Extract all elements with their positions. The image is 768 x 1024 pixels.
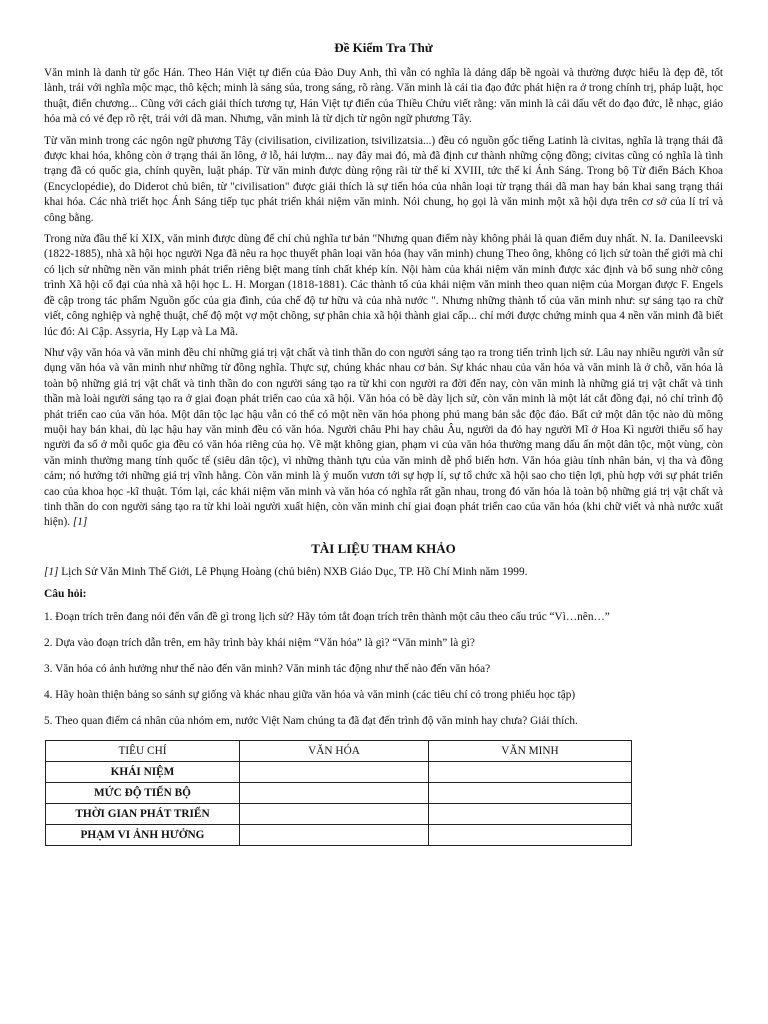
table-row-label: MỨC ĐỘ TIẾN BỘ (46, 782, 240, 803)
document-title: Đề Kiểm Tra Thử (334, 40, 433, 55)
question-2: 2. Dựa vào đoạn trích dẫn trên, em hãy trình bày khái niệm “Văn hóa” là gì? “Văn minh” là gì? (44, 636, 475, 649)
questions-label: Câu hỏi: (44, 587, 87, 600)
table-header-culture: VĂN HÓA (240, 740, 429, 761)
question-3: 3. Văn hóa có ảnh hưởng như thế nào đến văn minh? Văn minh tác động như thế nào đến văn hóa? (44, 662, 491, 675)
table-cell-empty[interactable] (429, 761, 632, 782)
paragraph-4-text: Như vậy văn hóa và văn minh đều chỉ những giá trị vật chất và tinh thần do con người sáng tạo ra trong tiến trình lịch sử. Lâu nay nhiều người vẫn sử dụng văn hóa và văn minh như những từ đồng nghĩa. Thực sự, chúng khác nhau cơ bản. Sự khác nhau của văn hóa và văn minh là ở chỗ, văn hóa là toàn bộ những giá trị vật chất và tinh thần do con người sáng tạo ra từ khi con người ra đời đến nay, còn văn minh là những giá trị vật chất và tinh thần mà loài người sáng tạo ra ở giai đoạn phát triển cao của xã hội. Văn hóa có bề dày lịch sử, còn văn minh là một lát cắt đồng đại, nó chỉ trình độ phát triển cao của văn hóa. Một dân tộc lạc hậu vẫn có thể có một nền văn hóa phong phú mang bản sắc độc đáo. Bất cứ một dân tộc nào dù mông muội hay bán khai, dù lạc hậu hay văn minh đều có văn hóa. Người châu Phi hay châu Âu, người da đỏ hay người Mĩ ở Hoa Kì người thiểu số hay người đa số ở mỗi quốc gia đều có văn hóa riêng của họ. Về mặt không gian, phạm vi của văn hóa thường mang dấu ấn một dân tộc, một vùng, còn văn minh thường mang tính quốc tế (siêu dân tộc), vì những thành tựu của văn minh dễ phổ biến hơn. Văn hóa giàu tính nhân bản, vị tha và đồng cảm; nó hướng tới những giá trị vĩnh hằng. Còn văn minh là ý muốn vươn tới sự hợp lí, sự tổ chức xã hội sao cho tiện lợi, phù hợp với sự phát triển cao của khoa học -kĩ thuật. Tóm lại, các khái niệm văn minh và văn hóa có nghĩa rất gần nhau, trong đó văn hóa là toàn bộ những giá trị vật chất và tinh thần do con người sáng tạo ra từ khi loài người xuất hiện, còn văn minh chỉ giai đoạn phát triển cao của văn hóa (khi chữ viết và nhà nước xuất hiện). (44, 346, 723, 529)
table-cell-empty[interactable] (429, 824, 632, 845)
table-row (46, 824, 632, 845)
table-cell-empty[interactable] (240, 824, 429, 845)
table-header-row (46, 740, 632, 761)
table-cell-empty[interactable] (240, 761, 429, 782)
table-row (46, 803, 632, 824)
question-1: 1. Đoạn trích trên đang nói đến vấn đề gì trong lịch sử? Hãy tóm tắt đoạn trích trên thành một câu theo cấu trúc “Vì…nên…” (44, 610, 610, 623)
document-page (44, 40, 723, 846)
reference-entry (44, 565, 723, 580)
citation-marker: [1] (72, 516, 88, 529)
table-row-label: PHẠM VI ẢNH HƯỞNG (46, 824, 240, 845)
question-5: 5. Theo quan điểm cá nhân của nhóm em, nước Việt Nam chúng ta đã đạt đến trình độ văn minh hay chưa? Giải thích. (44, 714, 578, 727)
table-cell-empty[interactable] (429, 803, 632, 824)
reference-number: [1] (44, 565, 59, 578)
table-cell-empty[interactable] (240, 782, 429, 803)
paragraph-2: Từ văn minh trong các ngôn ngữ phương Tây (civilisation, civilization, tsivilizatsia...) đều có nguồn gốc tiếng Latinh là civitas, nghĩa là trạng thái đã được khai hóa, không còn ở trạng thái ăn lông, ở lỗ, hái lượm... nay đây mai đó, mà đã định cư thành những cộng đồng; civitas cũng có nghĩa là tình trạng đã có quốc gia, chính quyền, luật pháp. Từ văn minh được dùng rộng rãi từ thế kỉ XVIII, tức thế kỉ Ánh Sáng. Trong bộ Từ điển Bách Khoa (Encyclopédie), do Diderot chủ biên, từ "civilisation" được giải thích là sự tiến hóa của nhân loại từ trạng thái dã man hay bán khai sang trạng thái khai hóa. Các nhà triết học Ánh Sáng tiếp tục phát triển khái niệm văn minh. Nói chung, họ gọi là văn minh một xã hội dựa trên cơ sở của lí trí và công bằng. (44, 134, 723, 224)
table-row (46, 782, 632, 803)
comparison-table (45, 740, 632, 846)
table-cell-empty[interactable] (240, 803, 429, 824)
paragraph-3: Trong nửa đầu thế kỉ XIX, văn minh được dùng để chỉ chủ nghĩa tư bản "Nhưng quan điểm này không phải là quan điểm duy nhất. N. Ia. Danileevski (1822-1885), nhà xã hội học người Nga đã nêu ra học thuyết phân loại văn hóa (hay văn minh) chung Theo ông, không có lịch sử toàn thế giới mà chỉ có lịch sử những nền văn minh phát triển riêng biệt mang tính chất khép kín. Nội hàm của khái niệm văn minh được xác định và bổ sung nhờ công trình Xã hội cổ đại của nhà xã hội học L. H. Morgan (1818-1881). Các thành tố của khái niệm văn minh theo quan niệm của Morgan được F. Engels đề cập trong tác phẩm Nguồn gốc của gia đình, của chế độ tư hữu và của nhà nước ". Nhưng những thành tố của văn minh như: sự sáng tạo ra chữ viết, công nghiệp và nghệ thuật, chế độ một vợ một chồng, sự phân chia xã hội thành giai cấp... chỉ mới được chứng minh qua 4 nền văn minh đã biết lúc đó: Ai Cập. Assyria, Hy Lạp và La Mã. (44, 233, 723, 338)
table-row-label: KHÁI NIỆM (46, 761, 240, 782)
table-cell-empty[interactable] (429, 782, 632, 803)
table-row (46, 761, 632, 782)
table-row-label: THỜI GIAN PHÁT TRIỂN (46, 803, 240, 824)
paragraph-1: Văn minh là danh từ gốc Hán. Theo Hán Việt tự điển của Đào Duy Anh, thì vẫn có nghĩa là dáng dấp bề ngoài và thường được hiểu là đẹp đẽ, tốt lành, trái với nghĩa mộc mạc, thô kệch; minh là sáng sủa, trong sáng, rõ ràng. Văn minh là cái tia đạo đức phát hiện ra ở trong chính trị, pháp luật, học thuật, điển chương... Cũng với cách giải thích tương tự, Hán Việt tự điển của Thiều Chửu viết rằng: văn minh là cái dấu vết do đạo đức, lễ nhạc, giáo hóa mà có vẻ đẹp rõ rệt, trái với dã man. Nhưng, văn minh là từ dịch từ ngôn ngữ phương Tây. (44, 67, 723, 126)
paragraph-4 (44, 346, 723, 531)
table-header-civilization: VĂN MINH (429, 740, 632, 761)
reference-text: Lịch Sử Văn Minh Thế Giới, Lê Phụng Hoàng (chủ biên) NXB Giáo Dục, TP. Hồ Chí Minh năm 1999. (58, 565, 528, 578)
question-4: 4. Hãy hoàn thiện bảng so sánh sự giống và khác nhau giữa văn hóa và văn minh (các tiêu chí có trong phiếu học tập) (44, 688, 576, 701)
references-title: TÀI LIỆU THAM KHẢO (311, 540, 456, 556)
table-header-criteria: TIÊU CHÍ (46, 740, 240, 761)
